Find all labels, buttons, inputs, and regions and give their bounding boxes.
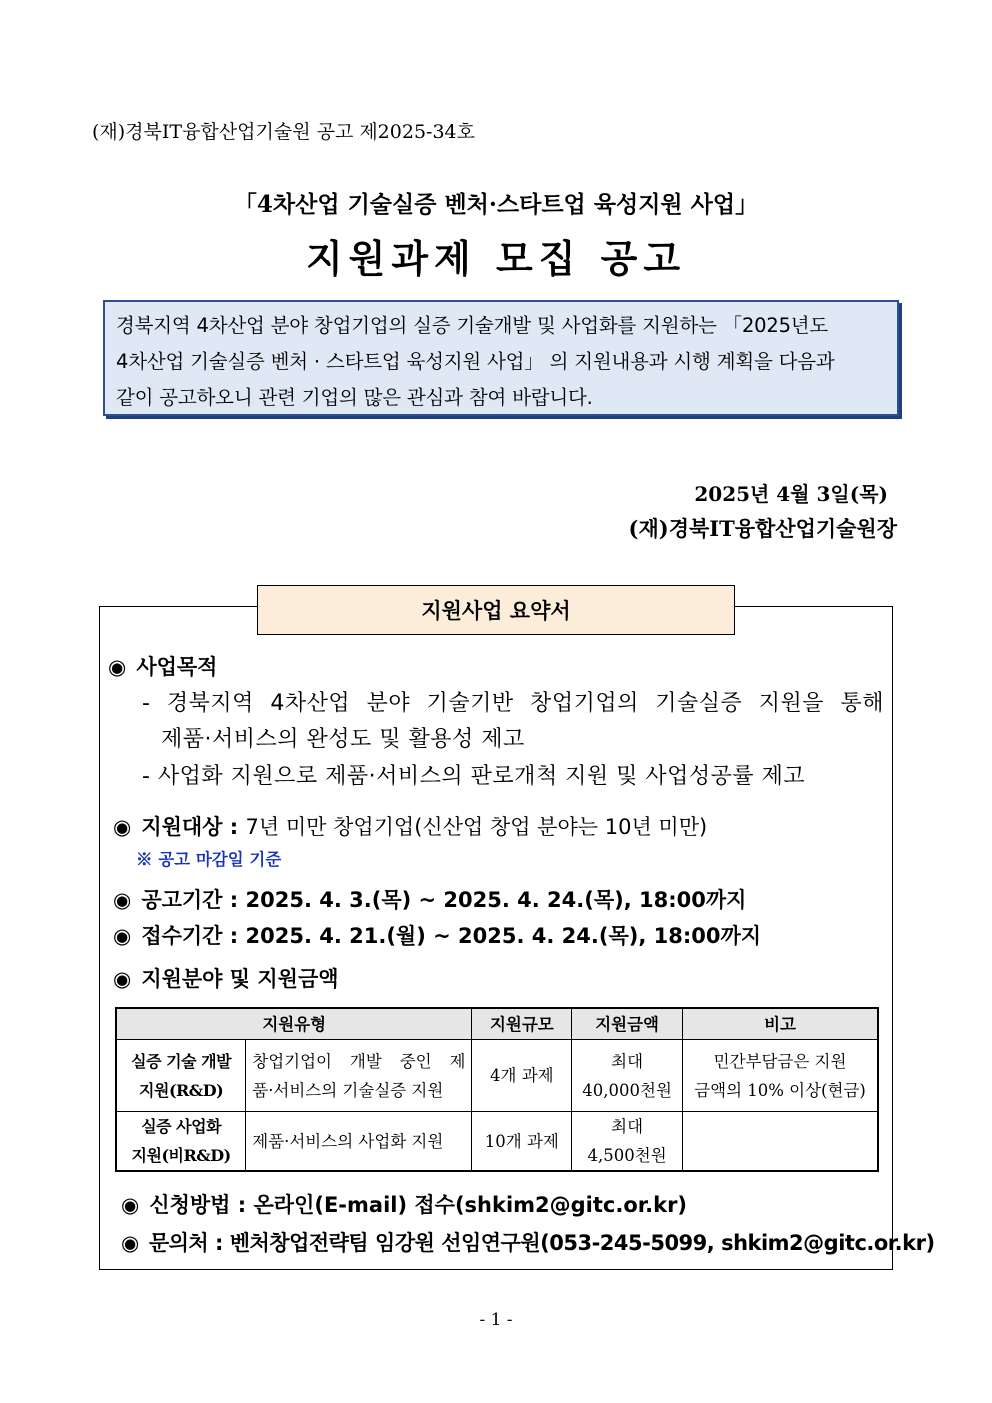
purpose-line: - 경북지역 4차산업 분야 기술기반 창업기업의 기술실증 지원을 통해 [142,691,884,716]
support-type-line: 실증 사업화 [141,1117,222,1136]
support-amount-line: 40,000천원 [582,1080,672,1100]
support-remark-line: 금액의 10% 이상(현금) [694,1080,866,1100]
support-description-line: 창업기업이 개발 중인 제 [252,1051,466,1071]
apply-label: 신청방법 : [149,1193,247,1217]
bullet-icon: ◉ [121,1231,139,1255]
issuer-name: (재)경북IT융합산업기술원장 [628,516,897,541]
header-type: 지원유형 [116,1008,472,1040]
apply-row [121,1189,687,1219]
contact-label: 문의처 : [148,1231,223,1255]
bullet-icon: ◉ [121,1193,140,1217]
intro-line: 경북지역 4차산업 분야 창업기업의 실증 기술개발 및 사업화를 지원하는 「2025년도 [116,314,829,337]
support-scale: 4개 과제 [472,1040,572,1112]
support-description [246,1112,472,1172]
bullet-icon: ◉ [113,888,132,912]
field-label: 지원분야 및 지원금액 [141,967,339,991]
announcement-subtitle: 「4차산업 기술실증 벤처·스타트업 육성지원 사업」 [233,191,759,218]
header-amount: 지원금액 [572,1008,683,1040]
bullet-icon: ◉ [113,815,132,839]
support-table [115,1007,879,1172]
notice-period-label: 공고기간 : [141,888,239,912]
support-description-line: 품·서비스의 기술실증 지원 [252,1080,444,1100]
target-note: ※ 공고 마감일 기준 [136,850,282,869]
target-label: 지원대상 : [141,815,239,839]
purpose-line: - 사업화 지원으로 제품·서비스의 판로개척 지원 및 사업성공률 제고 [142,764,806,789]
announcement-date: 2025년 4월 3일(목) [694,482,888,506]
intro-box [103,300,899,416]
support-amount-line: 최대 [611,1117,644,1136]
support-type-line: 지원(R&D) [139,1080,224,1100]
bullet-icon: ◉ [113,924,132,948]
support-amount [572,1040,683,1112]
target-value: 7년 미만 창업기업(신산업 창업 분야는 10년 미만) [245,815,708,839]
field-heading [113,963,339,993]
bullet-icon: ◉ [108,655,127,679]
bullet-icon: ◉ [113,967,132,991]
purpose-label: 사업목적 [136,655,218,679]
table-row [116,1112,878,1172]
support-type [116,1040,246,1112]
target-row [113,811,707,841]
contact-value: 벤처창업전략팀 임강원 선임연구원(053-245-5099, shkim2@gitc.or.kr) [229,1231,935,1255]
support-amount-line: 최대 [611,1051,644,1071]
notice-number: (재)경북IT융합산업기술원 공고 제2025-34호 [92,121,475,143]
notice-period-row [113,884,746,914]
support-type [116,1112,246,1172]
apply-value: 온라인(E-mail) 접수(shkim2@gitc.or.kr) [253,1193,688,1217]
contact-row [121,1227,935,1257]
receipt-period-row [113,920,761,950]
table-row [116,1040,878,1112]
receipt-period-value: 2025. 4. 21.(월) ~ 2025. 4. 24.(목), 18:00까지 [245,924,762,948]
notice-period-value: 2025. 4. 3.(목) ~ 2025. 4. 24.(목), 18:00까지 [245,888,747,912]
support-remark [683,1112,878,1172]
support-description-line: 제품·서비스의 사업화 지원 [252,1131,444,1151]
support-amount [572,1112,683,1172]
table-header-row [116,1008,878,1040]
summary-title: 지원사업 요약서 [257,585,735,635]
support-type-line: 실증 기술 개발 [131,1051,232,1071]
page-title: 지원과제 모집 공고 [305,236,687,281]
support-description [246,1040,472,1112]
page-number: - 1 - [479,1310,513,1330]
purpose-heading [108,651,217,681]
receipt-period-label: 접수기간 : [141,924,239,948]
purpose-line: 제품·서비스의 완성도 및 활용성 제고 [161,727,525,752]
support-type-line: 지원(비R&D) [131,1146,231,1165]
support-remark-line: 민간부담금은 지원 [713,1051,847,1071]
support-remark [683,1040,878,1112]
support-scale: 10개 과제 [472,1112,572,1172]
intro-line: 4차산업 기술실증 벤처 · 스타트업 육성지원 사업」 의 지원내용과 시행 계획을 다음과 [116,350,835,373]
intro-line: 같이 공고하오니 관련 기업의 많은 관심과 참여 바랍니다. [116,386,593,409]
header-remark: 비고 [683,1008,878,1040]
support-amount-line: 4,500천원 [587,1146,667,1165]
header-scale: 지원규모 [472,1008,572,1040]
